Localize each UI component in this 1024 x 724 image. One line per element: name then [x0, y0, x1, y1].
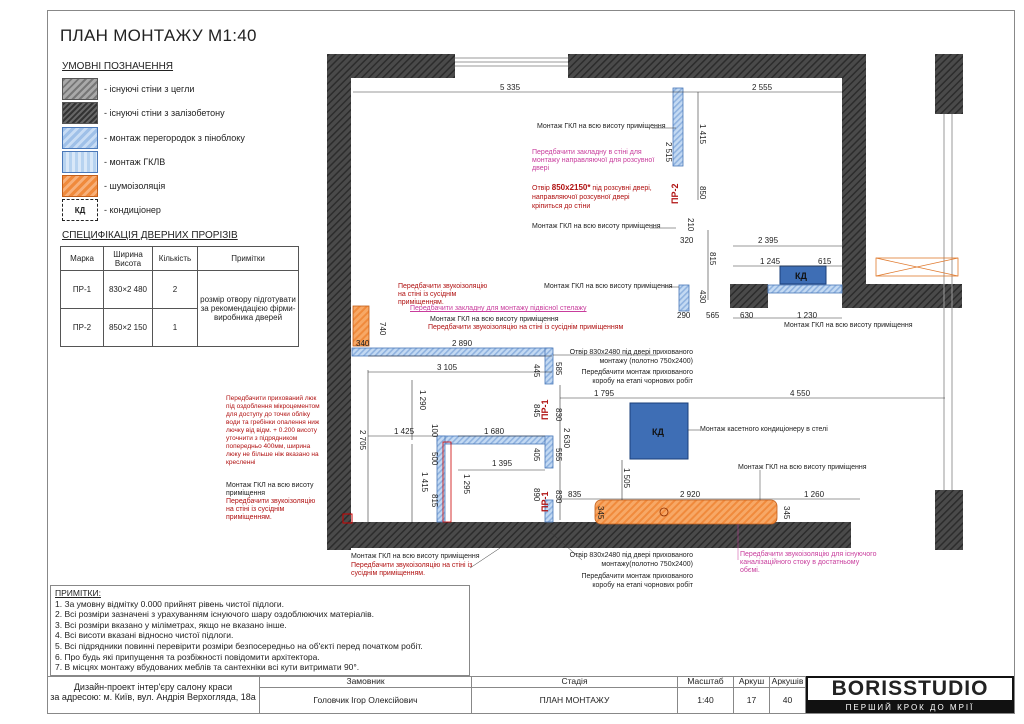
annotation-gkl: Монтаж ГКЛ на всю висоту приміщення: [351, 553, 480, 560]
annotation-door-opening: Отвір 830х2480 під двері прихованого монтажу (полотно 750х2400): [569, 349, 693, 365]
project-line: за адресою: м. Київ, вул. Андрія Верхогляда, 18а: [50, 692, 256, 702]
dim-label: 2 705: [358, 430, 367, 451]
dim-label: 2 515: [664, 142, 673, 163]
notes-box: [50, 585, 470, 676]
note-item: 3. Всі розміри вказано у міліметрах, якщо не вказано інше.: [55, 619, 287, 630]
dim-label: 1 230: [797, 311, 818, 320]
dim-label: 3 105: [437, 363, 458, 372]
annotation-gkl: Монтаж ГКЛ на всю висоту приміщення: [738, 464, 867, 471]
spec-cell: 830×2 480: [104, 271, 153, 309]
legend-label: - шумоізоляція: [104, 181, 166, 191]
dim-label: 340: [356, 339, 370, 348]
sheet-header: Аркуш: [734, 676, 769, 688]
legend-label: - монтаж перегородок з піноблоку: [104, 133, 245, 143]
annotation-gkl: Монтаж ГКЛ на всю висоту приміщення: [544, 283, 673, 290]
dim-label: 850: [698, 186, 707, 200]
spec-cell: 1: [153, 309, 198, 347]
legend-label: - існуючі стіни з залізобетону: [104, 108, 225, 118]
dim-label: 585: [554, 362, 563, 376]
legend-label: - кондиціонер: [104, 205, 161, 215]
dim-label: 320: [680, 236, 694, 245]
dim-label: 555: [554, 448, 563, 462]
annotation-gkl: Монтаж ГКЛ на всю висоту приміщення: [532, 223, 661, 230]
dim-label: 290: [677, 311, 691, 320]
sheet-value: 17: [746, 695, 757, 705]
dim-label: 845: [532, 404, 541, 418]
page-title: ПЛАН МОНТАЖУ М1:40: [60, 26, 257, 45]
dim-label: 5 335: [500, 83, 521, 92]
dim-label: 1 290: [418, 390, 427, 411]
stage-header: Стадія: [472, 676, 677, 688]
dim-label: 615: [818, 257, 832, 266]
spec-cell: ПР-2: [61, 309, 104, 347]
annotation-soundproof: Передбачити звукоізоляцію на стіні із сусіднім приміщенням.: [351, 562, 473, 577]
spec-header: Ширина Висота: [104, 247, 153, 271]
scale-header: Масштаб: [678, 676, 733, 688]
spec-header: Примітки: [198, 247, 299, 271]
scale-value: 1:40: [697, 695, 714, 705]
brand-logo: [806, 676, 1014, 713]
annotation-embed: Передбачити закладну в стіні для монтажу направляючої для розсувної двері: [532, 149, 655, 172]
annotation-hidden-box: Передбачити монтаж прихованого коробу на етапі чорнових робіт: [581, 573, 693, 589]
spec-header: Марка: [61, 247, 104, 271]
dim-label: 2 555: [752, 83, 773, 92]
note-item: 2. Всі розміри зазначені з урахуванням існуючого шару оздоблюючих матеріалів.: [55, 609, 374, 620]
notes-heading: ПРИМІТКИ:: [55, 588, 101, 598]
annotation-text: Отвір: [532, 185, 552, 192]
sheet-cell: [733, 676, 769, 713]
legend-heading: УМОВНІ ПОЗНАЧЕННЯ: [62, 61, 174, 72]
annotation-sliding-door: [532, 183, 660, 211]
note-item: 1. За умовну відмітку 0.000 прийнят рівень чистої підлоги.: [55, 598, 285, 609]
annotation-gkl: Монтаж ГКЛ на всю висоту приміщення: [784, 322, 913, 329]
stage-value: ПЛАН МОНТАЖУ: [539, 695, 610, 705]
dim-label: 345: [782, 506, 791, 520]
annotation-sewer: Передбачити звукоізоляцію для існуючого каналізаційного стоку в достатньому обємі.: [740, 551, 877, 574]
client-cell: [259, 676, 471, 713]
dim-label: 405: [532, 448, 541, 462]
note-item: 5. Всі підрядники повинні перевірити розміри безпосередньо на об'єкті перед початком робіт.: [55, 640, 423, 651]
client-name: Головчик Ігор Олексійович: [313, 695, 418, 705]
dim-label: 815: [708, 252, 717, 266]
spec-cell: 850×2 150: [104, 309, 153, 347]
dim-label: 1 415: [420, 472, 429, 493]
sheets-header: Аркушів: [771, 676, 804, 686]
dim-label: 2 395: [758, 236, 779, 245]
annotation-hidden-hatch: Передбачити прихований люк під оздоблення мікроцементом для доступу до точки обліку води та гребінки опалення ниж лючку від відм. + 0.200 висоту уточнити з підрядником попередньо 400мм, ширина люку не більше ніж вказано на кресленні: [226, 395, 320, 466]
annotation-soundproof: Передбачити звукоізоляцію на стіні із сусіднім приміщенням.: [226, 498, 316, 521]
spec-cell: ПР-1: [61, 271, 104, 309]
dim-label: 1 680: [484, 427, 505, 436]
annotation-gkl: Монтаж ГКЛ на всю висоту приміщення: [537, 123, 666, 130]
dim-label: 100: [430, 424, 439, 438]
dim-label: 830: [554, 490, 563, 504]
sheets-value: 40: [782, 695, 793, 705]
client-header: Замовник: [260, 676, 471, 688]
dim-label: 2 630: [562, 428, 571, 449]
dim-label: 1 295: [462, 474, 471, 495]
sheets-cell: [769, 676, 806, 713]
dim-label: 4 550: [790, 389, 811, 398]
dim-label: 565: [706, 311, 720, 320]
spec-note: розмір отвору підготувати за рекомендацією фірми-виробника дверей: [198, 271, 299, 347]
dim-label: 1 395: [492, 459, 513, 468]
annotation-soundproof: Передбачити звукоізоляцію на стіні із сусіднім приміщенням: [428, 324, 624, 331]
dim-label: 1 415: [698, 124, 707, 145]
dim-label: 500: [430, 452, 439, 466]
annotation-soundproof: Передбачити звукоізоляцію на стіні із сусіднім приміщенням.: [398, 283, 488, 306]
dim-label: 890: [532, 488, 541, 502]
dim-label: 835: [568, 490, 582, 499]
dim-label: 740: [378, 322, 387, 336]
dim-label: 630: [740, 311, 754, 320]
dim-label: 830: [554, 408, 563, 422]
door-mark-pr1: ПР-1: [540, 491, 550, 512]
air-conditioner-symbol: КД: [62, 199, 98, 221]
dim-label: 345: [596, 506, 605, 520]
brand-slogan: ПЕРШИЙ КРОК ДО МРІЇ: [806, 702, 1014, 713]
dim-label: 1 795: [594, 389, 615, 398]
annotation-text: 850х2150*: [551, 183, 591, 192]
legend-label: - існуючі стіни з цегли: [104, 84, 195, 94]
brand-name: BORISSTUDIO: [806, 676, 1014, 702]
door-mark-pr1: ПР-1: [540, 399, 550, 420]
dim-label: 430: [698, 290, 707, 304]
project-line: Дизайн-проект інтер'єру салону краси: [73, 682, 233, 692]
annotation-text: під розсувні двері, направляючої розсувної двері кріпиться до стіни: [532, 185, 652, 210]
dim-label: 2 920: [680, 490, 701, 499]
project-info: [47, 676, 259, 713]
annotation-door-opening: Отвір 830х2480 під двері прихованого монтажу(полотно 750х2400): [569, 552, 693, 568]
dim-label: 1 260: [804, 490, 825, 499]
dim-label: 445: [532, 364, 541, 378]
annotation-cassette-ac: Монтаж касетного кондиціонеру в стелі: [700, 426, 828, 433]
legend-label: - монтаж ГКЛВ: [104, 157, 166, 167]
door-mark-pr2: ПР-2: [670, 183, 680, 204]
stage-cell: [471, 676, 677, 713]
ac-label: КД: [795, 271, 807, 281]
annotation-hidden-box: Передбачити монтаж прихованого коробу на етапі чорнових робіт: [581, 369, 693, 385]
spec-header: Кількість: [153, 247, 198, 271]
note-item: 4. Всі висоти вказані відносно чистої підлоги.: [55, 630, 234, 641]
annotation-gkl: Монтаж ГКЛ на всю висоту приміщення: [226, 482, 314, 497]
annotation-shelf: Передбачити закладну для монтажу підвісної стелажу: [410, 305, 587, 312]
dim-label: 210: [686, 218, 695, 232]
dim-label: 1 505: [622, 468, 631, 489]
dim-label: 815: [430, 494, 439, 508]
annotation-gkl: Монтаж ГКЛ на всю висоту приміщення: [430, 316, 559, 323]
dim-label: 2 890: [452, 339, 473, 348]
spec-heading: СПЕЦИФІКАЦІЯ ДВЕРНИХ ПРОРІЗІВ: [62, 230, 238, 241]
scale-cell: [677, 676, 733, 713]
spec-cell: 2: [153, 271, 198, 309]
dim-label: 1 425: [394, 427, 415, 436]
dim-label: 1 245: [760, 257, 781, 266]
note-item: 6. Про будь які припущення та розбіжності повідомити архітектора.: [55, 651, 320, 662]
ac-label: КД: [652, 427, 664, 437]
note-item: 7. В місцях монтажу вбудованих меблів та сантехніки всі кути витримати 90°.: [55, 662, 360, 673]
